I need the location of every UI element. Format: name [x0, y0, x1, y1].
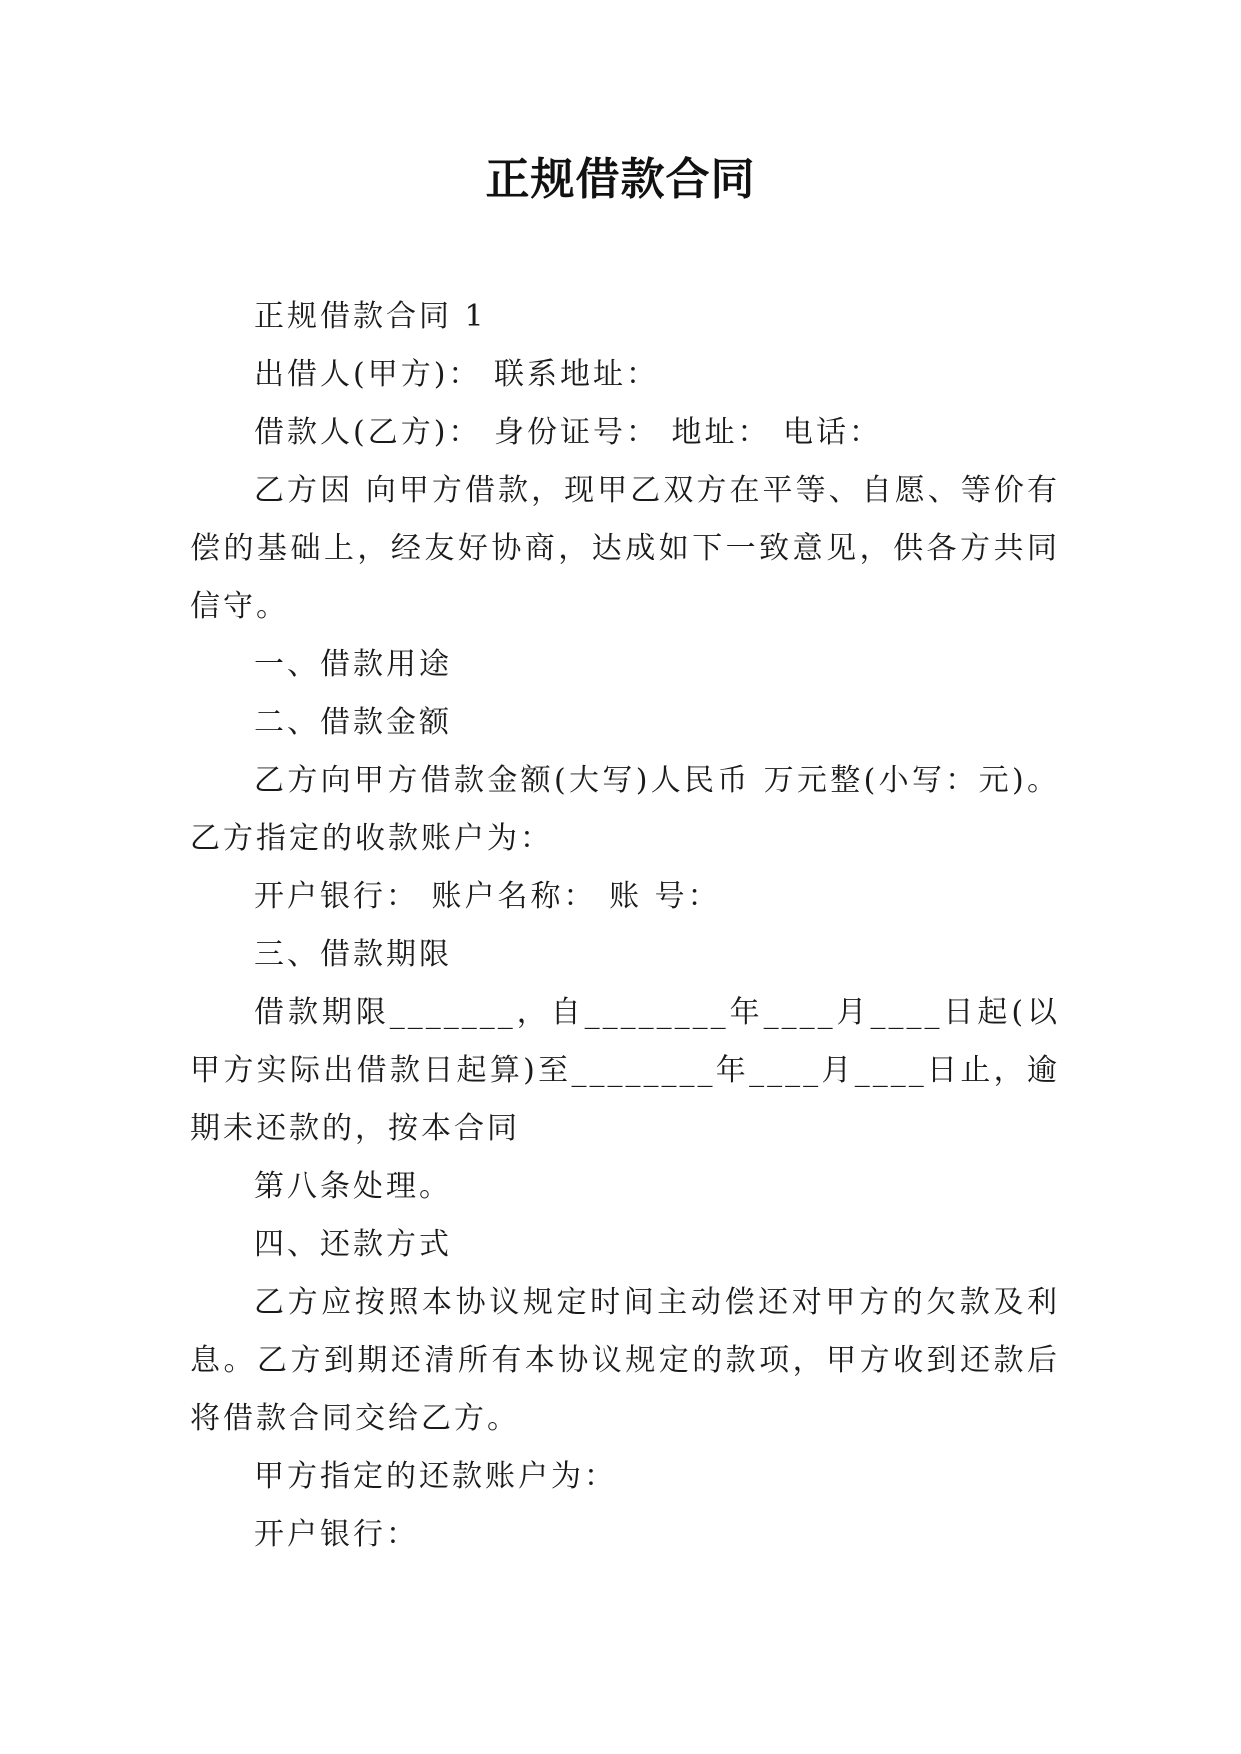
paragraph-repayment-terms: 乙方应按照本协议规定时间主动偿还对甲方的欠款及利息。乙方到期还清所有本协议规定的款项，甲方收到还款后将借款合同交给乙方。 [190, 1285, 1060, 1436]
document-title: 正规借款合同 [485, 154, 756, 205]
paragraph-contract-number: 正规借款合同 1 [254, 299, 487, 334]
paragraph-article-eight: 第八条处理。 [254, 1169, 452, 1204]
paragraph-preamble: 乙方因 向甲方借款，现甲乙双方在平等、自愿、等价有偿的基础上，经友好协商，达成如下一致意见，供各方共同信守。 [190, 473, 1060, 624]
paragraph-repayment-account: 甲方指定的还款账户为： [254, 1459, 617, 1494]
section-heading-loan-purpose: 一、借款用途 [254, 647, 452, 682]
section-heading-repayment-method: 四、还款方式 [254, 1227, 452, 1262]
paragraph-loan-term: 借款期限_______，自________年____月____日起(以甲方实际出借款日起算)至________年____月____日止，逾期未还款的，按本合同 [190, 995, 1060, 1146]
section-heading-loan-term: 三、借款期限 [254, 937, 452, 972]
section-heading-loan-amount: 二、借款金额 [254, 705, 452, 740]
paragraph-receiving-account: 开户银行： 账户名称： 账 号： [254, 879, 721, 914]
paragraph-repayment-bank: 开户银行： [254, 1517, 419, 1552]
paragraph-lender-info: 出借人(甲方)： 联系地址： [254, 357, 659, 392]
paragraph-borrower-info: 借款人(乙方)： 身份证号： 地址： 电话： [254, 415, 883, 450]
paragraph-loan-amount: 乙方向甲方借款金额(大写)人民币 万元整(小写：元)。乙方指定的收款账户为： [190, 763, 1060, 856]
document-body [190, 288, 1060, 1564]
